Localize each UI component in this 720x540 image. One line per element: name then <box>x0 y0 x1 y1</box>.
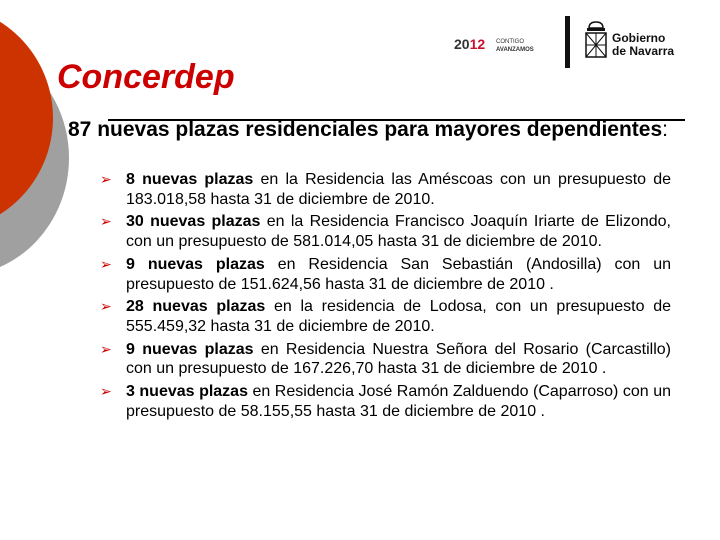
slide-subtitle: 87 nuevas plazas residenciales para mayores dependientes: <box>68 118 668 141</box>
arrow-bullet-icon: ➢ <box>100 171 112 187</box>
logo-separator <box>565 16 570 68</box>
bullet-list <box>100 170 671 424</box>
logo-text: Gobierno de Navarra <box>612 31 675 58</box>
arrow-bullet-icon: ➢ <box>100 340 112 357</box>
list-item: ➢ 3 nuevas plazas en Residencia José Ramón Zalduendo (Caparroso) con un presupuesto de 58.155,55 hasta 31 de diciembre de 2010 . <box>100 383 671 420</box>
logo-gobierno-navarra <box>450 14 690 70</box>
arrow-bullet-icon: ➢ <box>100 213 112 230</box>
list-item: ➢ 9 nuevas plazas en Residencia Nuestra Señora del Rosario (Carcastillo) con un presupuesto de 167.226,70 hasta 31 de diciembre de 2010 . <box>100 340 672 378</box>
slide-title: Concerdep <box>57 58 235 96</box>
navarra-coat-of-arms-icon <box>584 20 608 60</box>
arrow-bullet-icon: ➢ <box>100 298 112 315</box>
arrow-bullet-icon: ➢ <box>100 383 112 400</box>
list-item: ➢ 30 nuevas plazas en la Residencia Francisco Joaquín Iriarte de Elizondo, con un presupuesto de 581.014,05 hasta 31 de diciembre de 2010. <box>100 213 671 251</box>
list-item: ➢ 28 nuevas plazas en la residencia de Lodosa, con un presupuesto de 555.459,32 hasta 31 de diciembre de 2010. <box>100 298 671 335</box>
logo-slogan: CONTIGO AVANZAMOS <box>496 39 534 53</box>
list-item: ➢ 8 nuevas plazas en la Residencia las Améscoas con un presupuesto de 183.018,58 hasta 31 de diciembre de 2010. <box>100 171 672 208</box>
list-item: ➢ 9 nuevas plazas en Residencia San Sebastián (Andosilla) con un presupuesto de 151.624,56 hasta 31 de diciembre de 2010 . <box>100 255 671 293</box>
logo-year: 2012 <box>454 36 486 52</box>
arrow-bullet-icon: ➢ <box>100 255 112 272</box>
